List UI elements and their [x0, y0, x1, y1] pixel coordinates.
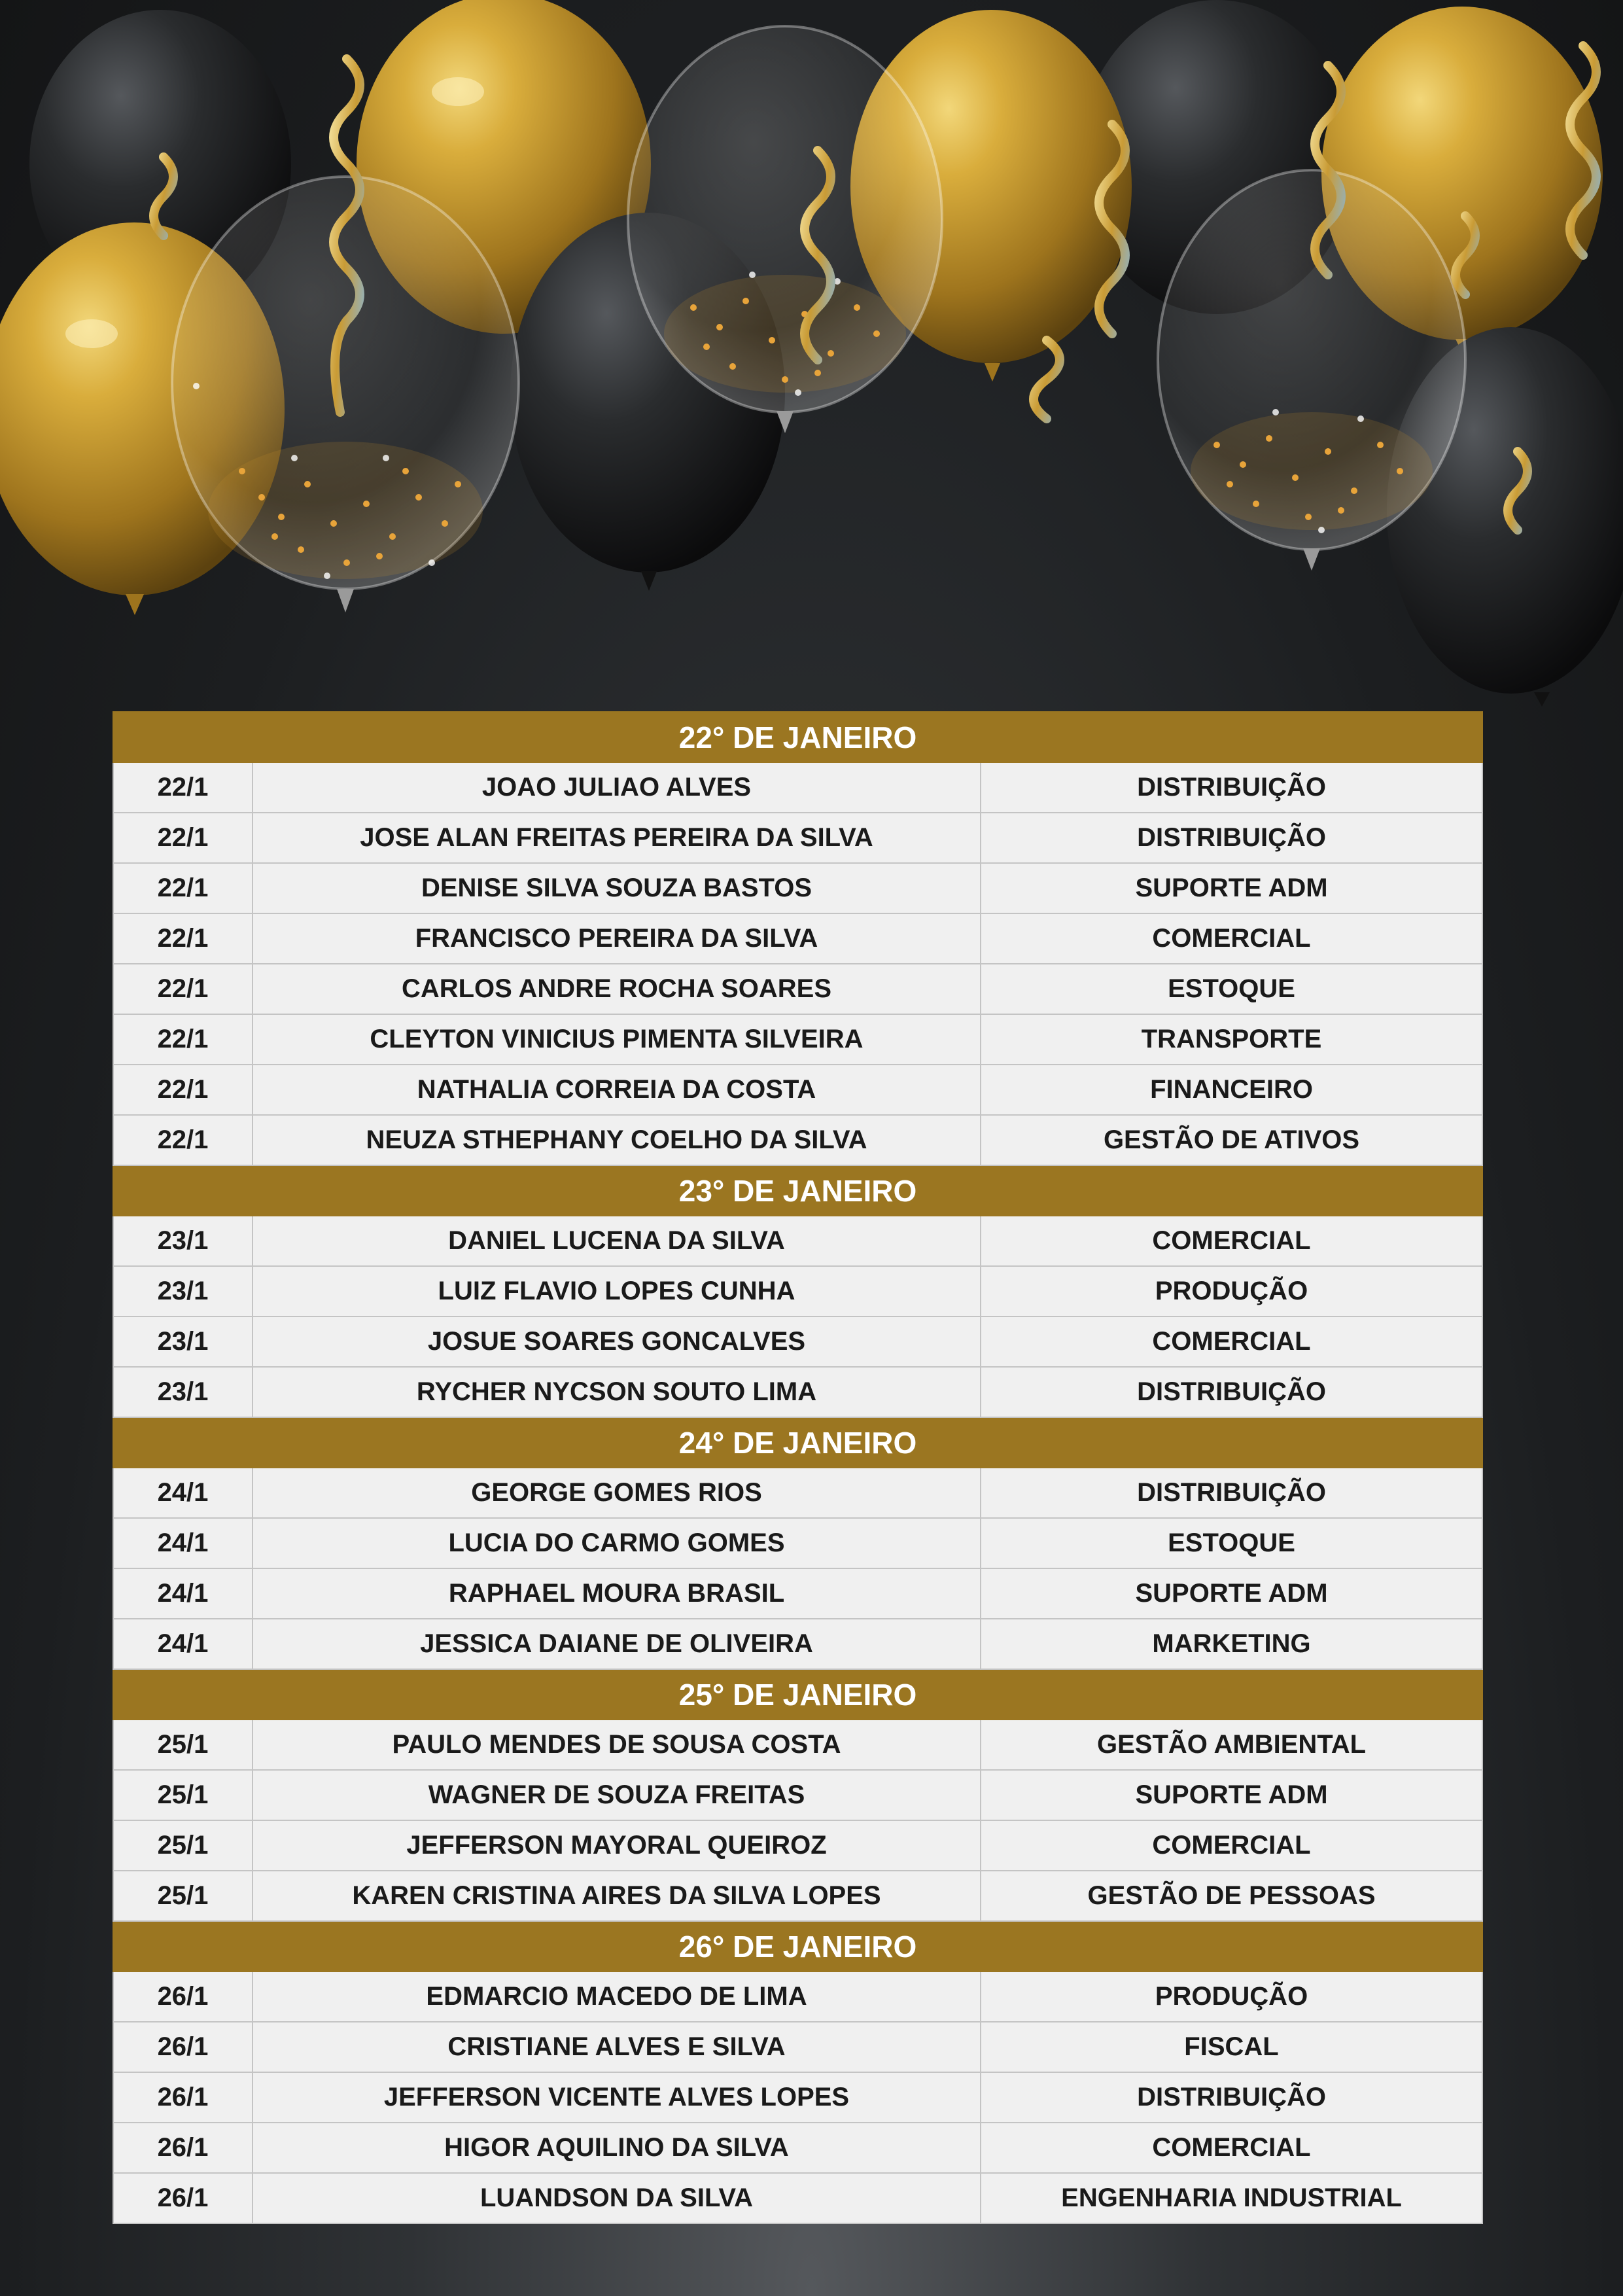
table-row: [113, 913, 1482, 964]
table-row: [113, 2123, 1482, 2173]
department-cell: DISTRIBUIÇÃO: [981, 2072, 1482, 2123]
name-cell: DENISE SILVA SOUZA BASTOS: [253, 863, 981, 913]
department-cell: COMERCIAL: [981, 1820, 1482, 1871]
table-row: [113, 813, 1482, 863]
table-row: [113, 1065, 1482, 1115]
name-cell: GEORGE GOMES RIOS: [253, 1468, 981, 1518]
name-cell: CLEYTON VINICIUS PIMENTA SILVEIRA: [253, 1014, 981, 1065]
date-cell: 25/1: [113, 1820, 253, 1871]
date-cell: 23/1: [113, 1367, 253, 1417]
date-cell: 26/1: [113, 2022, 253, 2072]
date-cell: 22/1: [113, 762, 253, 813]
date-cell: 26/1: [113, 1971, 253, 2022]
name-cell: WAGNER DE SOUZA FREITAS: [253, 1770, 981, 1820]
date-cell: 25/1: [113, 1770, 253, 1820]
table-row: [113, 1820, 1482, 1871]
department-cell: PRODUÇÃO: [981, 1971, 1482, 2022]
table-row: [113, 1468, 1482, 1518]
department-cell: FINANCEIRO: [981, 1065, 1482, 1115]
day-header-row: [113, 1165, 1482, 1216]
date-cell: 26/1: [113, 2072, 253, 2123]
name-cell: RAPHAEL MOURA BRASIL: [253, 1568, 981, 1619]
department-cell: SUPORTE ADM: [981, 1568, 1482, 1619]
date-cell: 24/1: [113, 1568, 253, 1619]
name-cell: JESSICA DAIANE DE OLIVEIRA: [253, 1619, 981, 1669]
date-cell: 25/1: [113, 1871, 253, 1921]
name-cell: FRANCISCO PEREIRA DA SILVA: [253, 913, 981, 964]
date-cell: 22/1: [113, 813, 253, 863]
department-cell: GESTÃO DE ATIVOS: [981, 1115, 1482, 1165]
table-row: [113, 1720, 1482, 1770]
table-row: [113, 1367, 1482, 1417]
schedule-body: [113, 712, 1482, 2223]
name-cell: NEUZA STHEPHANY COELHO DA SILVA: [253, 1115, 981, 1165]
table-row: [113, 1518, 1482, 1568]
table-row: [113, 2072, 1482, 2123]
table-row: [113, 2022, 1482, 2072]
day-header-title: 22° DE JANEIRO: [113, 712, 1482, 762]
department-cell: TRANSPORTE: [981, 1014, 1482, 1065]
day-header-title: 25° DE JANEIRO: [113, 1669, 1482, 1720]
table-row: [113, 964, 1482, 1014]
name-cell: NATHALIA CORREIA DA COSTA: [253, 1065, 981, 1115]
date-cell: 24/1: [113, 1518, 253, 1568]
department-cell: GESTÃO DE PESSOAS: [981, 1871, 1482, 1921]
department-cell: FISCAL: [981, 2022, 1482, 2072]
name-cell: PAULO MENDES DE SOUSA COSTA: [253, 1720, 981, 1770]
table-row: [113, 762, 1482, 813]
table-row: [113, 1266, 1482, 1316]
department-cell: GESTÃO AMBIENTAL: [981, 1720, 1482, 1770]
table-row: [113, 1216, 1482, 1266]
department-cell: ESTOQUE: [981, 1518, 1482, 1568]
date-cell: 22/1: [113, 863, 253, 913]
table-row: [113, 1871, 1482, 1921]
department-cell: ENGENHARIA INDUSTRIAL: [981, 2173, 1482, 2223]
name-cell: DANIEL LUCENA DA SILVA: [253, 1216, 981, 1266]
department-cell: COMERCIAL: [981, 913, 1482, 964]
date-cell: 22/1: [113, 1065, 253, 1115]
name-cell: JOSE ALAN FREITAS PEREIRA DA SILVA: [253, 813, 981, 863]
name-cell: JEFFERSON VICENTE ALVES LOPES: [253, 2072, 981, 2123]
name-cell: JOAO JULIAO ALVES: [253, 762, 981, 813]
name-cell: LUIZ FLAVIO LOPES CUNHA: [253, 1266, 981, 1316]
day-header-row: [113, 1921, 1482, 1971]
department-cell: DISTRIBUIÇÃO: [981, 762, 1482, 813]
department-cell: COMERCIAL: [981, 1216, 1482, 1266]
table-row: [113, 1014, 1482, 1065]
date-cell: 23/1: [113, 1316, 253, 1367]
table-row: [113, 1971, 1482, 2022]
day-header-title: 26° DE JANEIRO: [113, 1921, 1482, 1971]
name-cell: HIGOR AQUILINO DA SILVA: [253, 2123, 981, 2173]
day-header-title: 24° DE JANEIRO: [113, 1417, 1482, 1468]
day-header-row: [113, 712, 1482, 762]
department-cell: COMERCIAL: [981, 2123, 1482, 2173]
date-cell: 23/1: [113, 1216, 253, 1266]
date-cell: 23/1: [113, 1266, 253, 1316]
department-cell: PRODUÇÃO: [981, 1266, 1482, 1316]
department-cell: DISTRIBUIÇÃO: [981, 1468, 1482, 1518]
date-cell: 22/1: [113, 913, 253, 964]
table-row: [113, 1316, 1482, 1367]
name-cell: JEFFERSON MAYORAL QUEIROZ: [253, 1820, 981, 1871]
date-cell: 22/1: [113, 1014, 253, 1065]
name-cell: JOSUE SOARES GONCALVES: [253, 1316, 981, 1367]
name-cell: EDMARCIO MACEDO DE LIMA: [253, 1971, 981, 2022]
table-row: [113, 1770, 1482, 1820]
date-cell: 22/1: [113, 964, 253, 1014]
department-cell: COMERCIAL: [981, 1316, 1482, 1367]
table-row: [113, 1115, 1482, 1165]
name-cell: LUANDSON DA SILVA: [253, 2173, 981, 2223]
date-cell: 24/1: [113, 1468, 253, 1518]
date-cell: 26/1: [113, 2173, 253, 2223]
balloons-decoration: [0, 0, 1623, 707]
name-cell: KAREN CRISTINA AIRES DA SILVA LOPES: [253, 1871, 981, 1921]
department-cell: SUPORTE ADM: [981, 1770, 1482, 1820]
date-cell: 25/1: [113, 1720, 253, 1770]
department-cell: ESTOQUE: [981, 964, 1482, 1014]
table-row: [113, 863, 1482, 913]
name-cell: CARLOS ANDRE ROCHA SOARES: [253, 964, 981, 1014]
name-cell: RYCHER NYCSON SOUTO LIMA: [253, 1367, 981, 1417]
day-header-title: 23° DE JANEIRO: [113, 1165, 1482, 1216]
day-header-row: [113, 1669, 1482, 1720]
date-cell: 26/1: [113, 2123, 253, 2173]
date-cell: 24/1: [113, 1619, 253, 1669]
department-cell: MARKETING: [981, 1619, 1482, 1669]
table-row: [113, 1619, 1482, 1669]
department-cell: DISTRIBUIÇÃO: [981, 813, 1482, 863]
birthday-schedule-table: [113, 711, 1483, 2224]
name-cell: CRISTIANE ALVES E SILVA: [253, 2022, 981, 2072]
department-cell: SUPORTE ADM: [981, 863, 1482, 913]
table-row: [113, 2173, 1482, 2223]
table-row: [113, 1568, 1482, 1619]
department-cell: DISTRIBUIÇÃO: [981, 1367, 1482, 1417]
date-cell: 22/1: [113, 1115, 253, 1165]
day-header-row: [113, 1417, 1482, 1468]
name-cell: LUCIA DO CARMO GOMES: [253, 1518, 981, 1568]
